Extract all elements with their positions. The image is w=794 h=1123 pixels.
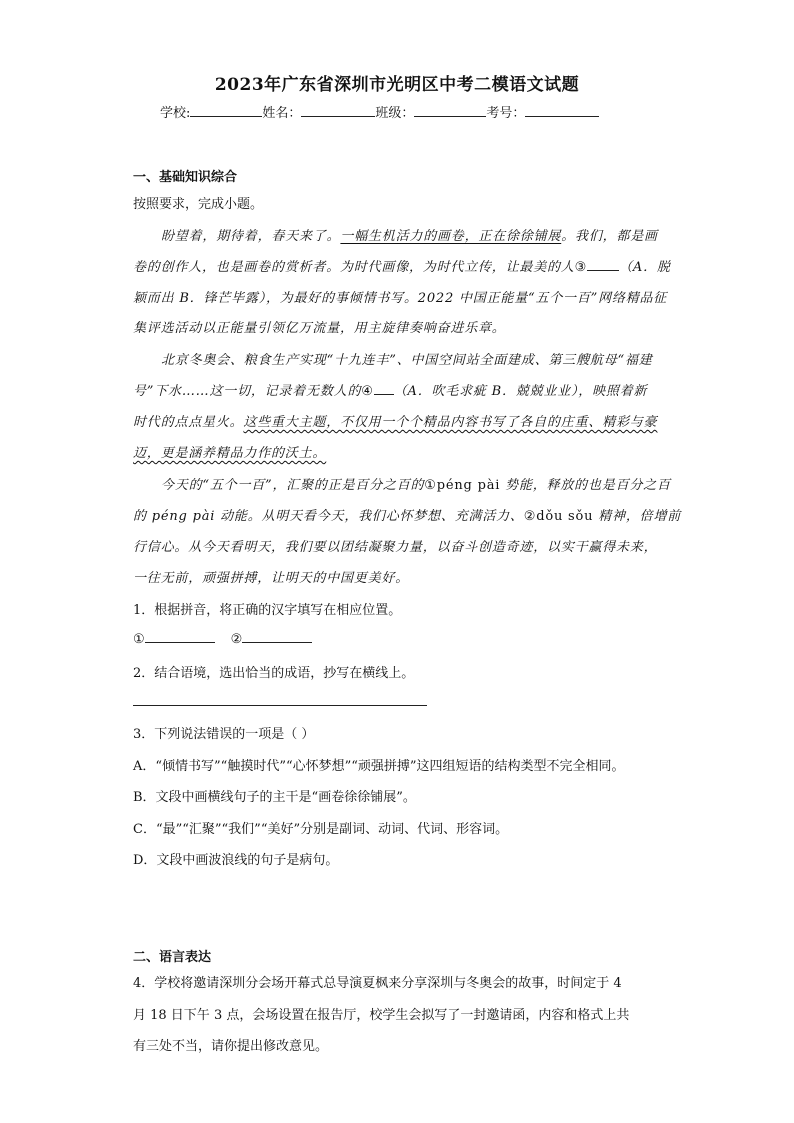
passage-text: 时代的点点星火。 xyxy=(133,415,244,430)
question-4-line: 4．学校将邀请深圳分会场开幕式总导演夏枫来分享深圳与冬奥会的故事，时间定于 4 xyxy=(133,976,622,991)
passage-text: 。我们，都是画 xyxy=(561,229,658,244)
fill-blank-3[interactable] xyxy=(587,258,619,271)
fill-blank-4[interactable] xyxy=(374,382,394,395)
question-4-line: 有三处不当，请你提出修改意见。 xyxy=(133,1039,329,1054)
passage-text: 今天的“五个一百”，汇聚的正是百分之百的 xyxy=(161,478,425,493)
school-blank[interactable] xyxy=(190,102,262,117)
student-info-row xyxy=(160,102,599,121)
option-b: B．文段中画横线句子的主干是“画卷徐徐铺展”。 xyxy=(133,790,416,805)
blank-label-1: ① xyxy=(133,632,145,647)
passage-line xyxy=(133,505,682,524)
class-blank[interactable] xyxy=(414,102,486,117)
blank-marker-4: ④ xyxy=(361,384,374,399)
underlined-sentence: 一幅生机活力的画卷，正在徐徐铺展 xyxy=(340,229,562,244)
passage-line: 颖而出 B．锋芒毕露），为最好的事倾情书写。2022 中国正能量“五个一百”网络精品征 xyxy=(133,291,668,306)
section-1-heading: 一、基础知识综合 xyxy=(133,170,238,185)
section-2-heading: 二、语言表达 xyxy=(133,950,212,965)
passage-line xyxy=(161,225,691,244)
passage-line: 北京冬奥会、粮食生产实现“十九连丰”、中国空间站全面建成、第三艘航母“福建 xyxy=(161,353,653,368)
question-3: 3．下列说法错误的一项是（ ） xyxy=(133,727,315,742)
passage-text: 号”下水……这一切，记录着无数人的 xyxy=(133,384,362,399)
passage-line xyxy=(133,411,663,430)
passage-text: 精神，倍增前 xyxy=(593,509,682,524)
answer-blank-2[interactable] xyxy=(242,630,312,643)
question-1-blanks xyxy=(133,630,663,647)
blank-label-2: ② xyxy=(230,632,243,647)
section-1-instruction: 按照要求，完成小题。 xyxy=(133,197,264,212)
passage-text: 盼望着，期待着，春天来了。 xyxy=(161,229,341,244)
passage-text: 的 péng pài 动能。从明天看今天，我们心怀梦想、充满活力、 xyxy=(133,509,524,524)
passage-line xyxy=(133,380,663,399)
passage-text: （A．吹毛求疵 B．兢兢业业），映照着新 xyxy=(393,384,648,399)
option-a: A．“倾情书写”“触摸时代”“心怀梦想”“顽强拼搏”这四组短语的结构类型不完全相同。 xyxy=(133,759,625,774)
exam-no-label: 考号： xyxy=(486,106,526,121)
exam-no-blank[interactable] xyxy=(525,102,599,117)
name-blank[interactable] xyxy=(301,102,375,117)
question-2-answer-line[interactable] xyxy=(133,705,427,706)
option-c: C．“最”“汇聚”“我们”“美好”分别是副词、动词、代词、形容词。 xyxy=(133,822,509,837)
passage-line: 集评选活动以正能量引领亿万流量，用主旋律奏响奋进乐章。 xyxy=(133,321,506,336)
passage-text: 势能，释放的也是百分之百 xyxy=(500,478,671,493)
question-1: 1．根据拼音，将正确的汉字填写在相应位置。 xyxy=(133,603,402,618)
class-label: 班级： xyxy=(375,106,415,121)
passage-text: （A．脱 xyxy=(619,260,671,275)
pinyin-1: ①péng pài xyxy=(424,478,501,493)
school-label: 学校: xyxy=(160,106,191,121)
blank-marker-3: ③ xyxy=(574,260,588,275)
pinyin-2: ②dǒu sǒu xyxy=(523,509,594,524)
passage-text: 卷的创作人，也是画卷的赏析者。为时代画像，为时代立传，让最美的人 xyxy=(133,260,575,275)
passage-line xyxy=(161,474,691,493)
name-label: 姓名： xyxy=(262,106,302,121)
question-2: 2．结合语境，选出恰当的成语，抄写在横线上。 xyxy=(133,666,415,681)
passage-line xyxy=(133,256,671,275)
passage-line: 行信心。从今天看明天，我们要以团结凝聚力量，以奋斗创造奇迹，以实干赢得未来， xyxy=(133,540,658,555)
wavy-underlined-sentence: 这些重大主题，不仅用一个个精品内容书写了各自的庄重、精彩与豪 xyxy=(243,415,658,430)
wavy-underlined-sentence: 迈，更是涵养精品力作的沃土。 xyxy=(133,446,327,461)
option-d: D．文段中画波浪线的句子是病句。 xyxy=(133,853,339,868)
passage-line: 一往无前，顽强拼搏，让明天的中国更美好。 xyxy=(133,571,410,586)
question-4-line: 月 18 日下午 3 点，会场设置在报告厅，校学生会拟写了一封邀请函，内容和格式上共 xyxy=(133,1008,630,1023)
exam-title: 2023年广东省深圳市光明区中考二模语文试题 xyxy=(214,75,580,95)
passage-line xyxy=(133,442,663,461)
answer-blank-1[interactable] xyxy=(145,630,215,643)
